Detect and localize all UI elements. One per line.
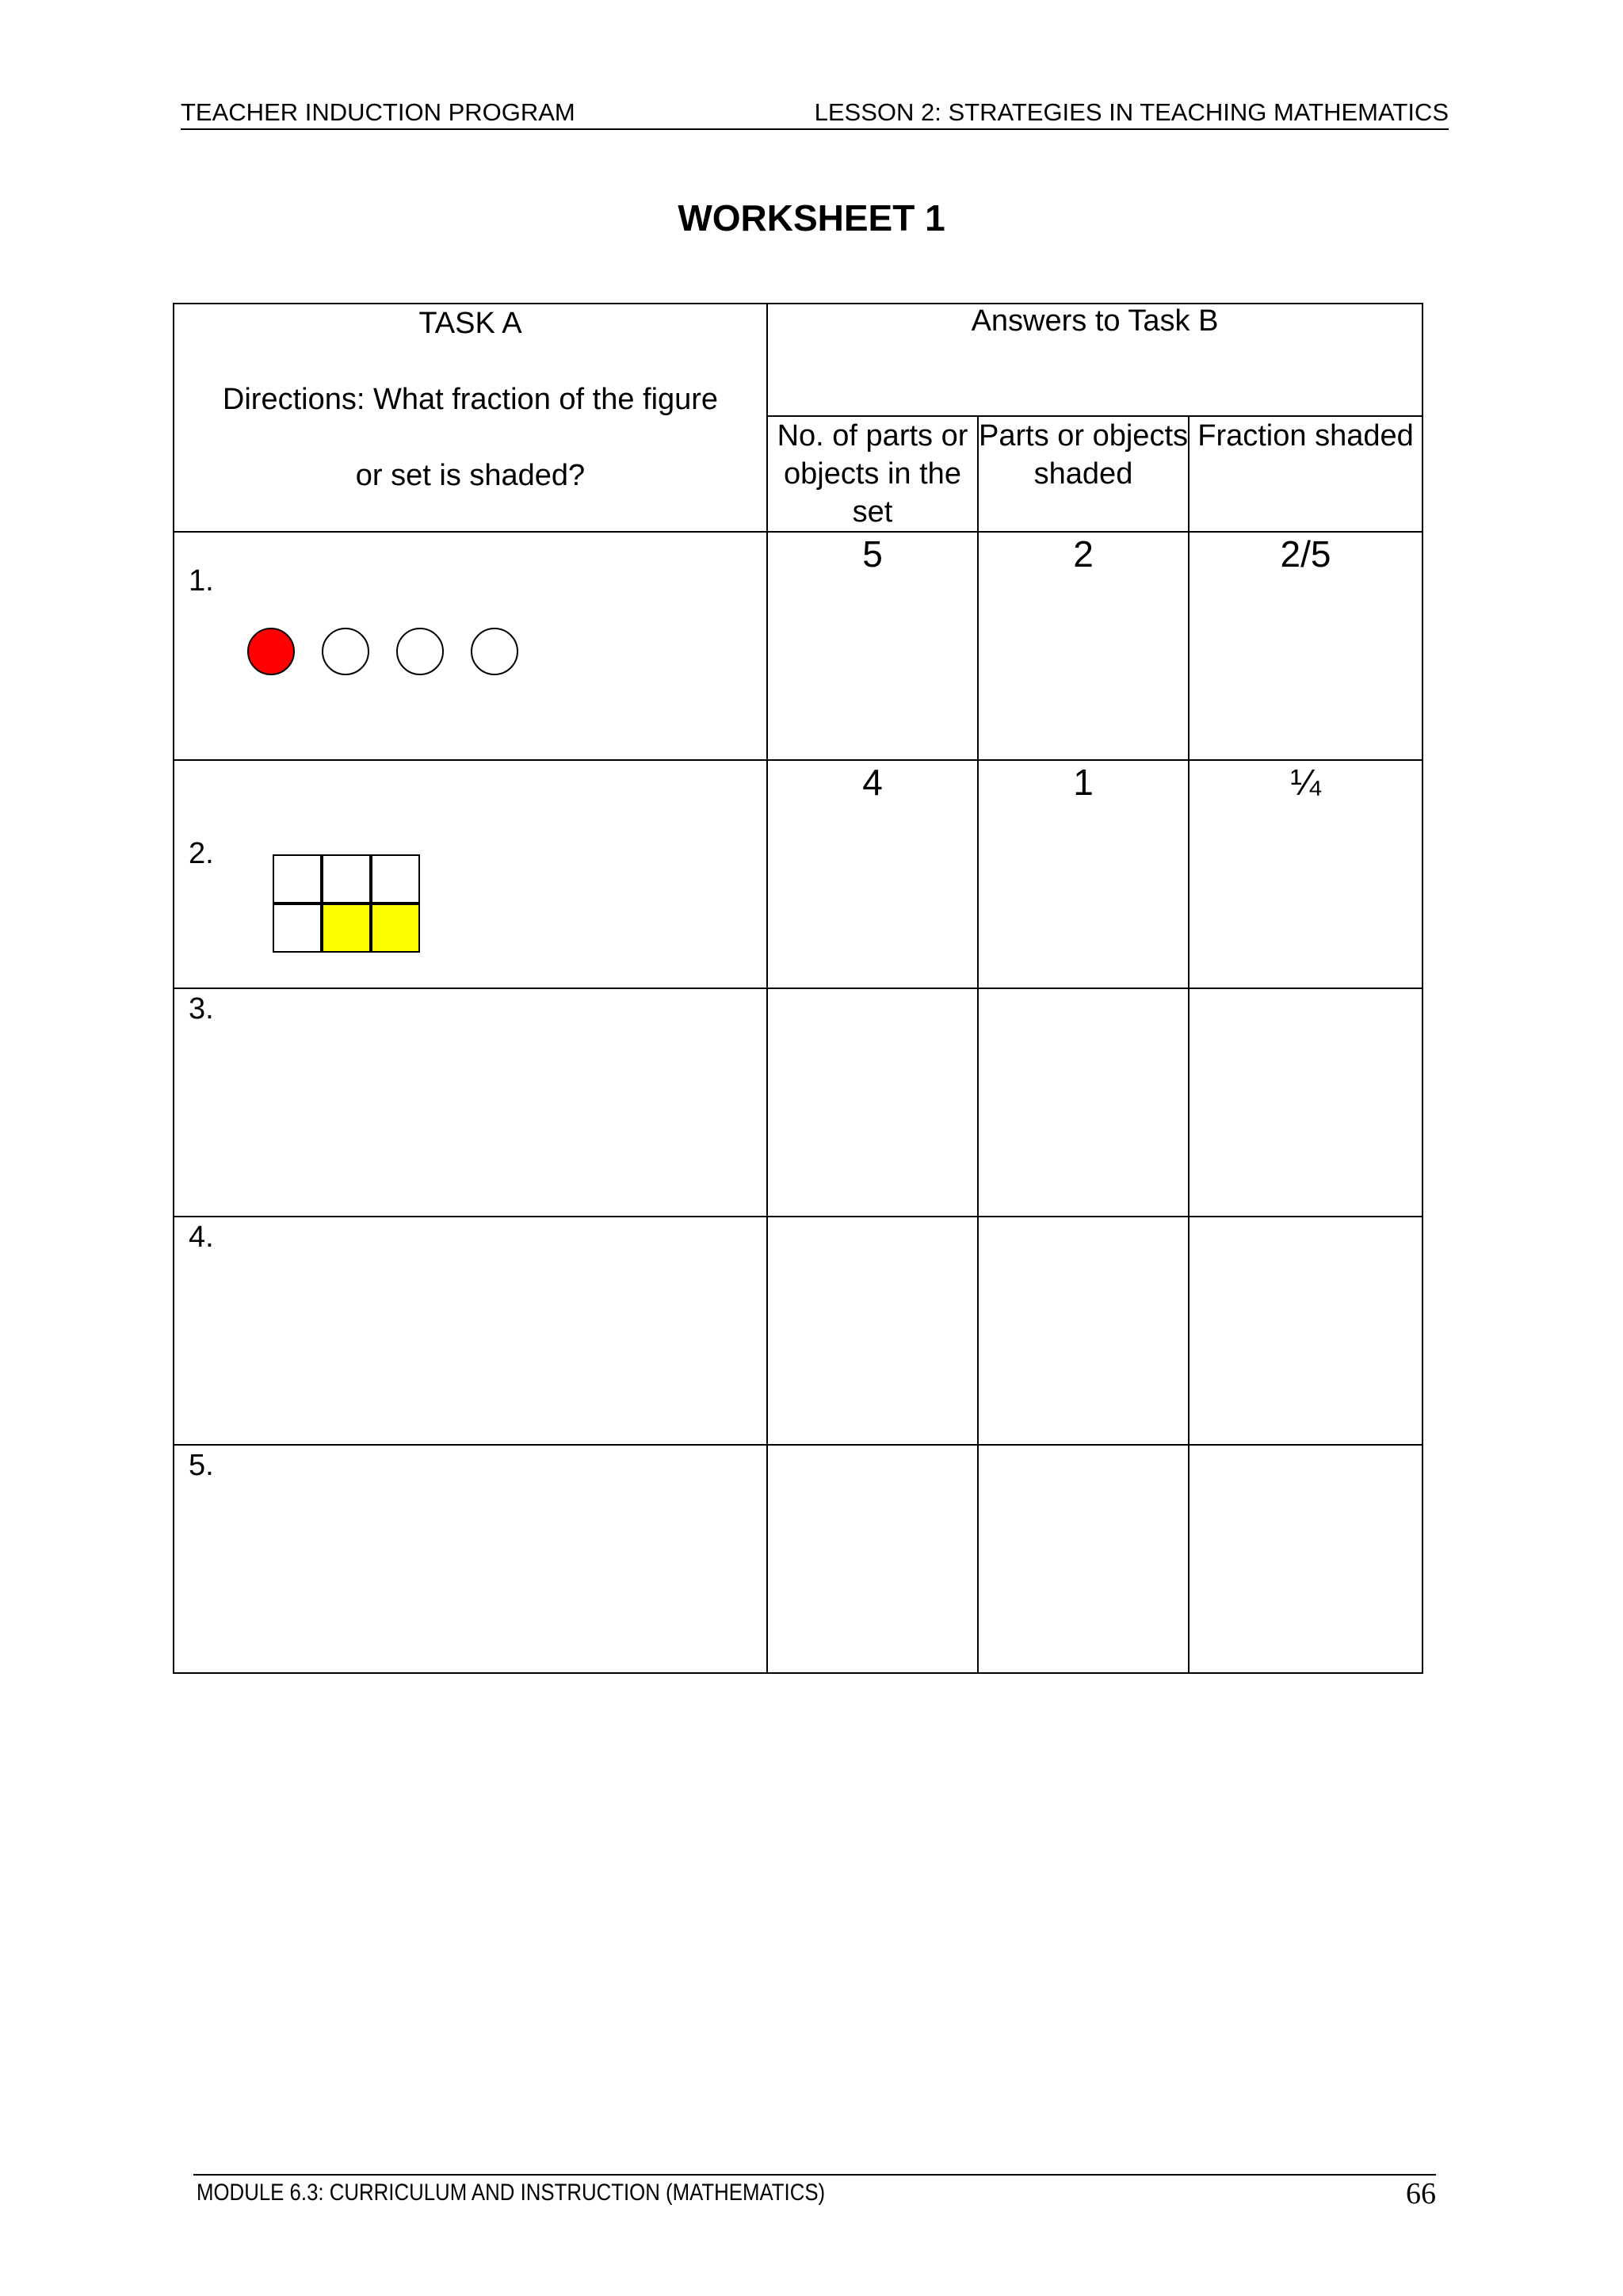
task-a-cell (174, 532, 767, 760)
fraction-cell (1189, 1445, 1423, 1673)
table-row (174, 988, 1423, 1217)
page-number: 66 (1406, 2177, 1436, 2210)
task-a-cell (174, 1445, 767, 1673)
col-header-fraction: Fraction shaded (1189, 416, 1423, 532)
shaded-cell (978, 988, 1189, 1217)
worksheet-table (173, 303, 1423, 1674)
task-a-directions-1: Directions: What fraction of the figure (222, 383, 719, 416)
shaded-cell: 1 (978, 760, 1189, 988)
footer-module: MODULE 6.3: CURRICULUM AND INSTRUCTION (MATHEMATICS) (197, 2179, 826, 2206)
table-row (174, 1445, 1423, 1673)
shaded-cell (978, 1217, 1189, 1445)
circle (322, 628, 369, 675)
task-a-cell (174, 760, 767, 988)
task-a-directions-2: or set is shaded? (355, 459, 586, 492)
col-header-total: No. of parts or objects in the set (767, 416, 978, 532)
footer-rule (193, 2174, 1436, 2176)
row-number: 5. (189, 1449, 214, 1482)
fraction-cell (1189, 1217, 1423, 1445)
task-a-header (174, 304, 767, 532)
fraction-cell (1189, 988, 1423, 1217)
header-rule (181, 128, 1449, 130)
shaded-circle (247, 628, 295, 675)
task-b-header: Answers to Task B (767, 304, 1423, 416)
fraction-cell: 2/5 (1189, 532, 1423, 760)
task-a-cell (174, 1217, 767, 1445)
col-header-shaded: Parts or objects shaded (978, 416, 1189, 532)
shaded-cell (978, 1445, 1189, 1673)
shaded-square (371, 904, 420, 953)
shaded-cell: 2 (978, 532, 1189, 760)
task-a-cell (174, 988, 767, 1217)
total-cell (767, 1217, 978, 1445)
row-number: 4. (189, 1221, 214, 1254)
table-row (174, 1217, 1423, 1445)
row-number: 1. (189, 564, 214, 598)
header-lesson: LESSON 2: STRATEGIES IN TEACHING MATHEMATICS (814, 98, 1449, 126)
fraction-cell: ¼ (1189, 760, 1423, 988)
table-row (174, 532, 1423, 760)
shaded-square (322, 904, 371, 953)
total-cell (767, 1445, 978, 1673)
task-a-title: TASK A (418, 307, 522, 340)
table-row (174, 760, 1423, 988)
header-program: TEACHER INDUCTION PROGRAM (181, 98, 575, 126)
total-cell (767, 988, 978, 1217)
total-cell: 4 (767, 760, 978, 988)
total-cell: 5 (767, 532, 978, 760)
grid-figure (273, 854, 420, 954)
row-number: 3. (189, 992, 214, 1026)
row-number: 2. (189, 837, 214, 870)
circle (471, 628, 518, 675)
circle (396, 628, 444, 675)
page-title: WORKSHEET 1 (678, 197, 945, 239)
